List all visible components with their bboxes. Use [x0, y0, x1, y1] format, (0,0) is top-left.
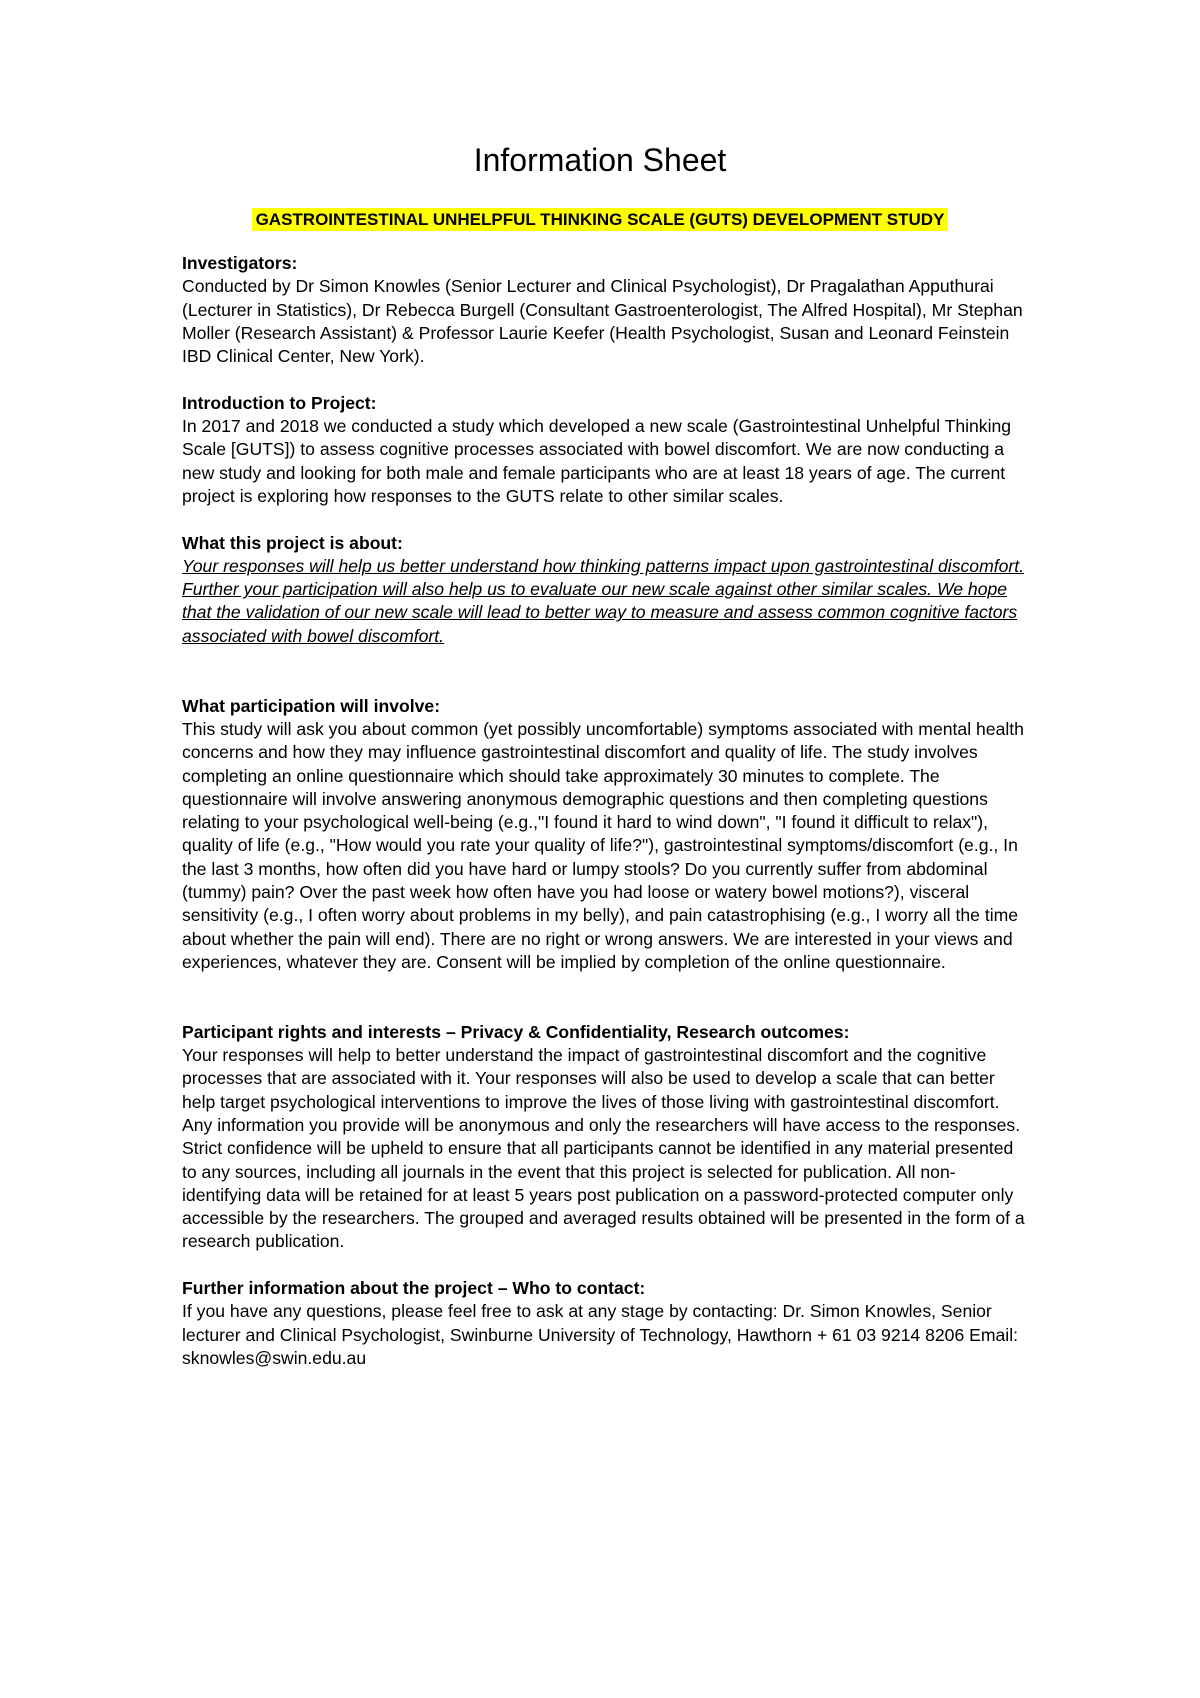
section-investigators: [182, 252, 1032, 368]
section-text: This study will ask you about common (yet possibly uncomfortable) symptoms associated with mental health concerns and how they may influence gastrointestinal discomfort and quality of life. The study involves completing an online questionnaire which should take approximately 30 minutes to complete. The questionnaire will involve answering anonymous demographic questions and then completing questions relating to your psychological well-being (e.g.,"I found it hard to wind down", "I found it difficult to relax"), quality of life (e.g., "How would you rate your quality of life?"), gastrointestinal symptoms/discomfort (e.g., In the last 3 months, how often did you have hard or lumpy stools? Do you currently suffer from abdominal (tummy) pain? Over the past week how often have you had loose or watery bowel motions?), visceral sensitivity (e.g., I often worry about problems in my belly), and pain catastrophising (e.g., I worry all the time about whether the pain will end). There are no right or wrong answers. We are interested in your views and experiences, whatever they are. Consent will be implied by completion of the online questionnaire.: [182, 718, 1024, 972]
study-title-container: [0, 208, 1200, 231]
section-introduction: [182, 392, 1032, 508]
section-heading: What participation will involve:: [182, 695, 441, 716]
study-title: GASTROINTESTINAL UNHELPFUL THINKING SCALE (GUTS) DEVELOPMENT STUDY: [252, 208, 949, 231]
section-text: Any information you provide will be anonymous and only the researchers will have access to the responses. Strict confidence will be upheld to ensure that all participants cannot be identified in any material presented to any sources, including all journals in the event that this project is selected for publication. All non-identifying data will be retained for at least 5 years post publication on a password-protected computer only accessible by the researchers. The grouped and averaged results obtained will be presented in the form of a research publication.: [182, 1114, 1025, 1252]
section-heading: Further information about the project – Who to contact:: [182, 1278, 646, 1299]
section-text: If you have any questions, please feel free to ask at any stage by contacting: Dr. Simon Knowles, Senior lecturer and Clinical Psychologist, Swinburne University of Technology, Hawthorn + 61 03 9214 8206 Email: sknowles@swin.edu.au: [182, 1301, 1018, 1368]
section-text: Conducted by Dr Simon Knowles (Senior Lecturer and Clinical Psychologist), Dr Pragalathan Apputhurai (Lecturer in Statistics), Dr Rebecca Burgell (Consultant Gastroenterologist, The Alfred Hospital), Mr Stephan Moller (Research Assistant) & Professor Laurie Keefer (Health Psychologist, Susan and Leonard Feinstein IBD Clinical Center, New York).: [182, 276, 1023, 367]
document-body: [182, 252, 1032, 1394]
section-heading: Investigators:: [182, 253, 298, 273]
section-text-emphasized: Your responses will help us better understand how thinking patterns impact upon gastrointestinal discomfort. Further your participation will also help us to evaluate our new scale against other similar scales. We hope that the validation of our new scale will lead to better way to measure and assess common cognitive factors associated with bowel discomfort.: [182, 555, 1025, 646]
section-rights: [182, 1021, 1032, 1254]
section-text: Your responses will help to better understand the impact of gastrointestinal discomfort and the cognitive processes that are associated with it. Your responses will also be used to develop a scale that can better help target psychological interventions to improve the lives of those living with gastrointestinal discomfort.: [182, 1045, 1000, 1112]
section-heading: Introduction to Project:: [182, 392, 377, 413]
section-text: In 2017 and 2018 we conducted a study which developed a new scale (Gastrointestinal Unhelpful Thinking Scale [GUTS]) to assess cognitive processes associated with bowel discomfort. We are now conducting a new study and looking for both male and female participants who are at least 18 years of age. The current project is exploring how responses to the GUTS relate to other similar scales.: [182, 416, 1012, 506]
page-title: Information Sheet: [473, 142, 727, 178]
section-about: [182, 532, 1032, 648]
section-heading: Participant rights and interests – Privacy & Confidentiality, Research outcomes:: [182, 1021, 850, 1042]
section-heading: What this project is about:: [182, 532, 403, 553]
section-participation: [182, 695, 1032, 975]
section-contact: [182, 1277, 1032, 1370]
